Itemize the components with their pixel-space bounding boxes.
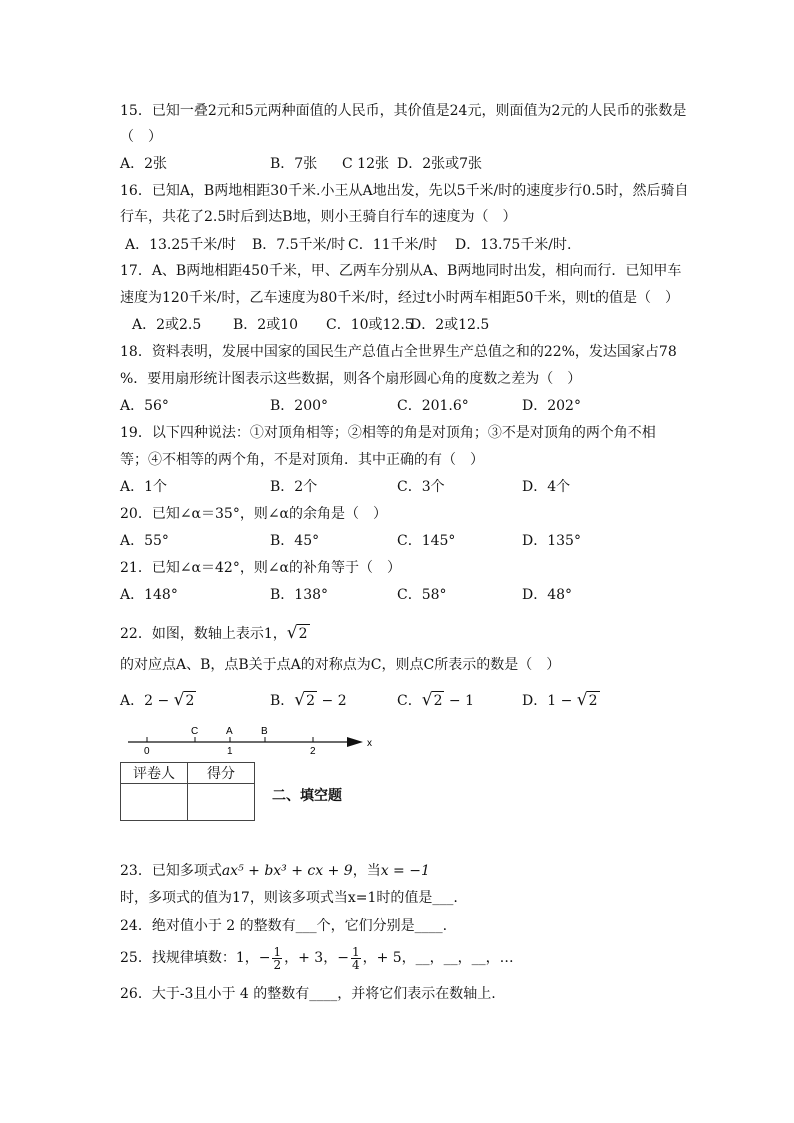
q25-suffix: ，+ 5，__，__，__，… xyxy=(362,950,514,966)
sqrt-symbol: √ xyxy=(294,690,306,710)
q23-mid: ，当 xyxy=(352,863,381,879)
q22-option-a-label: A． xyxy=(120,693,145,709)
q23-stem-line1 xyxy=(120,862,430,880)
q22-stem-line1 xyxy=(120,624,310,643)
q25-fraction-1-num: 1 xyxy=(273,944,282,959)
q16-stem-line1: 16．已知A，B两地相距30千米.小王从A地出发，先以5千米/时的速度步行0.5时，然后骑自 xyxy=(120,183,689,199)
q15-option-a: A．2张 xyxy=(120,156,168,172)
q19-option-a: A．1个 xyxy=(120,479,168,495)
sqrt-symbol: √ xyxy=(421,690,433,710)
sqrt-symbol: √ xyxy=(576,690,588,710)
q20-option-c: C．145° xyxy=(397,533,456,549)
number-line-figure xyxy=(125,722,385,756)
q17-option-a: A．2或2.5 xyxy=(132,317,202,333)
q16-option-b: B．7.5千米/时 xyxy=(252,237,346,253)
score-cell[interactable] xyxy=(188,784,255,821)
q16-option-c: C．11千米/时 xyxy=(348,237,438,253)
q15-stem-line1: 15．已知一叠2元和5元两种面值的人民币，其价值是24元，则面值为2元的人民币的张数是 xyxy=(120,103,687,119)
point-label-a: A xyxy=(226,726,233,737)
q17-stem-line2: 速度为120千米/时，乙车速度为80千米/时，经过t小时两车相距50千米，则t的值是（ ） xyxy=(120,290,680,306)
q25-prefix: 25．找规律填数：1， xyxy=(120,950,259,966)
q19-stem-line1: 19．以下四种说法：①对顶角相等；②相等的角是对顶角；③不是对顶角的两个角不相 xyxy=(120,425,656,441)
q21-option-b: B．138° xyxy=(270,587,329,603)
q18-option-d: D．202° xyxy=(522,398,581,414)
q19-option-d: D．4个 xyxy=(522,479,571,495)
q26-stem: 26．大于-3且小于 4 的整数有____，并将它们表示在数轴上. xyxy=(120,986,496,1002)
q18-option-a: A．56° xyxy=(120,398,169,414)
q22-stem-line2: 的对应点A、B，点B关于点A的对称点为C，则点C所表示的数是（ ） xyxy=(120,657,561,673)
section-title: 二、填空题 xyxy=(272,788,342,804)
q25-fraction-2-num: 1 xyxy=(351,944,360,959)
q16-option-a: A．13.25千米/时 xyxy=(125,237,236,253)
q22-option-c xyxy=(397,691,474,710)
q17-option-c: C．10或12.5 xyxy=(326,317,414,333)
q18-option-b: B．200° xyxy=(270,398,329,414)
q25-fraction-1 xyxy=(272,946,282,971)
point-label-b: B xyxy=(261,726,268,737)
q23-stem-line2: 时，多项式的值为17，则该多项式当x=1时的值是___. xyxy=(120,890,458,906)
q22-option-d-before: 1 − xyxy=(547,693,577,709)
q21-option-c: C．58° xyxy=(397,587,447,603)
tick-label-1: 1 xyxy=(227,746,233,756)
q16-stem-line2: 行车，共花了2.5时后到达B地，则小王骑自行车的速度为（ ） xyxy=(120,209,517,225)
q22-option-b xyxy=(270,691,347,710)
grader-header: 评卷人 xyxy=(121,763,188,784)
tick-label-0: 0 xyxy=(144,746,150,756)
q21-option-a: A．148° xyxy=(120,587,178,603)
q25-fraction-2 xyxy=(351,946,361,971)
q22-option-a xyxy=(120,691,196,710)
q19-stem-line2: 等；④不相等的两个角，不是对顶角．其中正确的有（ ） xyxy=(120,452,484,468)
score-header: 得分 xyxy=(188,763,255,784)
grader-score-table xyxy=(120,762,255,821)
q23-prefix: 23．已知多项式 xyxy=(120,863,222,879)
q23-polynomial: ax⁵ + bx³ + cx + 9 xyxy=(221,863,353,879)
q17-option-d: D．2或12.5 xyxy=(410,317,490,333)
q15-stem-line2: （ ） xyxy=(120,129,162,145)
grader-cell[interactable] xyxy=(121,784,188,821)
tick-label-2: 2 xyxy=(310,746,316,756)
q17-option-b: B．2或10 xyxy=(233,317,299,333)
q20-option-d: D．135° xyxy=(522,533,581,549)
q15-option-c: C 12张 xyxy=(342,156,389,172)
q20-option-a: A．55° xyxy=(120,533,169,549)
number-line-arrow xyxy=(347,737,363,747)
q18-stem-line2: %．要用扇形统计图表示这些数据，则各个扇形圆心角的度数之差为（ ） xyxy=(120,371,582,387)
q22-option-d xyxy=(522,691,600,710)
q22-sqrt-radicand: 2 xyxy=(298,626,308,642)
q18-stem-line1: 18．资料表明，发展中国家的国民生产总值占全世界生产总值之和的22%，发达国家占78 xyxy=(120,344,677,360)
q22-option-c-radicand: 2 xyxy=(433,693,443,709)
q21-stem: 21．已知∠α＝42°，则∠α的补角等于（ ） xyxy=(120,560,401,576)
q25-fraction-1-den: 2 xyxy=(273,957,282,972)
q17-stem-line1: 17．A、B两地相距450千米，甲、乙两车分别从A、B两地同时出发，相向而行．已知甲车 xyxy=(120,263,682,279)
q25-fraction-2-den: 4 xyxy=(351,957,360,972)
point-label-c: C xyxy=(191,726,199,737)
q25-mid: ，+ 3， xyxy=(284,950,338,966)
q22-option-a-before: 2 − xyxy=(144,693,174,709)
q20-option-b: B．45° xyxy=(270,533,320,549)
q19-option-b: B．2个 xyxy=(270,479,318,495)
q18-option-c: C．201.6° xyxy=(397,398,469,414)
q22-option-b-label: B． xyxy=(270,693,295,709)
q16-option-d: D．13.75千米/时. xyxy=(455,237,572,253)
q19-option-c: C．3个 xyxy=(397,479,445,495)
q22-option-d-label: D． xyxy=(522,693,548,709)
sqrt-symbol: √ xyxy=(173,690,185,710)
sqrt-symbol: √ xyxy=(286,623,298,643)
q22-stem-prefix: 22．如图，数轴上表示1， xyxy=(120,626,287,642)
q22-option-a-radicand: 2 xyxy=(185,693,195,709)
q22-option-b-radicand: 2 xyxy=(306,693,316,709)
q21-option-d: D．48° xyxy=(522,587,573,603)
axis-label-x: x xyxy=(367,738,372,749)
q23-condition: x = −1 xyxy=(380,863,430,879)
q22-option-c-after: − 1 xyxy=(444,693,475,709)
q22-option-c-label: C． xyxy=(397,693,422,709)
q15-option-b: B．7张 xyxy=(270,156,318,172)
q22-option-b-after: − 2 xyxy=(317,693,347,709)
q22-option-d-radicand: 2 xyxy=(588,693,598,709)
q24-stem: 24．绝对值小于 2 的整数有___个，它们分别是____. xyxy=(120,918,448,934)
q15-option-d: D．2张或7张 xyxy=(397,156,483,172)
q25-stem: 25．找规律填数：1，− $\frac{1}{2}$ ，+ 3，− $\frac{1}{4}$ ，+ 5，__，__，__，… xyxy=(120,944,514,972)
q20-stem: 20．已知∠α＝35°，则∠α的余角是（ ） xyxy=(120,506,387,522)
